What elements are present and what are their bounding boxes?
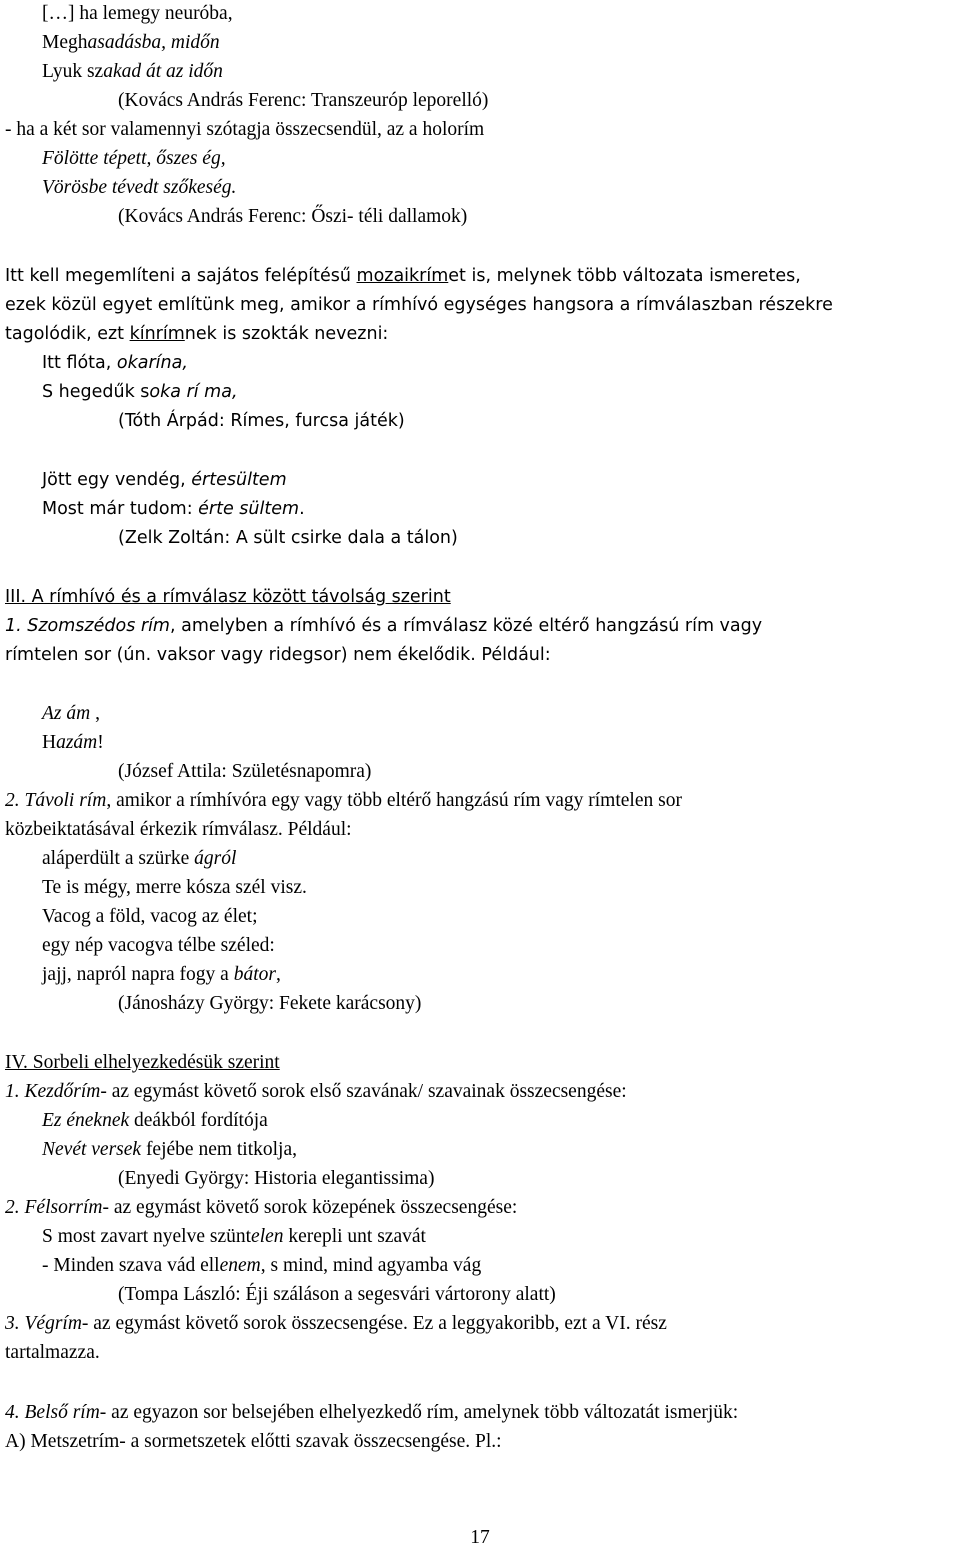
text: Lyuk sz <box>42 61 104 82</box>
poem-line <box>42 934 275 958</box>
term: kínrím <box>129 324 185 344</box>
poem-line <box>42 847 236 871</box>
text: , s mind, mind agyamba vág <box>260 1255 482 1276</box>
poem-line <box>42 60 223 84</box>
rhyme-text: értesültem <box>191 470 287 490</box>
poem-line <box>42 702 100 726</box>
text: - az egymást követő sorok első szavának/ szavainak összecsengése: <box>100 1081 627 1102</box>
body-line <box>5 1401 738 1425</box>
text: (Tompa László: Éji száláson a segesvári vártorony alatt) <box>118 1284 556 1305</box>
poem-line <box>42 876 307 900</box>
text: Vacog a föld, vacog az élet; <box>42 906 258 927</box>
term: 3. Végrím <box>5 1313 82 1334</box>
rhyme-text: azám <box>56 732 98 753</box>
body-line <box>5 118 484 142</box>
body-line <box>5 789 682 813</box>
text: S hegedűk s <box>42 382 150 402</box>
text: ezek közül egyet említünk meg, amikor a rímhívó egységes hangsora a rímválaszban részekre <box>5 295 833 315</box>
body-line <box>5 1341 100 1365</box>
citation <box>118 760 371 784</box>
text: - az egyazon sor belsejében elhelyezkedő rím, amelynek több változatát ismerjük: <box>99 1402 739 1423</box>
citation <box>118 526 458 550</box>
section-heading <box>5 1051 280 1075</box>
poem-line <box>42 147 226 171</box>
text: . <box>299 499 305 519</box>
body-line <box>5 643 551 667</box>
rhyme-text: ágról <box>194 848 237 869</box>
text: közbeiktatásával érkezik rímválasz. Például: <box>5 819 352 840</box>
poem-line <box>42 1254 481 1278</box>
page-number: 17 <box>470 1527 490 1548</box>
text: Itt flóta, <box>42 353 117 373</box>
text: A) Metszetrím- a sormetszetek előtti szavak összecsengése. Pl.: <box>5 1431 502 1452</box>
poem-line <box>42 380 238 404</box>
text: ! <box>97 732 104 753</box>
rhyme-text: asadásba, midőn <box>87 32 220 53</box>
rhyme-text: enem <box>219 1255 261 1276</box>
text: et is, melynek több változata ismeretes, <box>448 266 801 286</box>
text: nek is szokták nevezni: <box>184 324 389 344</box>
body-line <box>5 1430 502 1454</box>
text: IV. Sorbeli elhelyezkedésük szerint <box>5 1052 280 1073</box>
text: kerepli unt szavát <box>283 1226 426 1247</box>
section-heading <box>5 585 451 609</box>
text: Jött egy vendég, <box>42 470 192 490</box>
text: (Tóth Árpád: Rímes, furcsa játék) <box>118 411 405 431</box>
text: - az egymást követő sorok közepének összecsengése: <box>102 1197 518 1218</box>
text: - az egymást követő sorok összecsengése. Ez a leggyakoribb, ezt a VI. rész <box>81 1313 667 1334</box>
rhyme-text: Ez éneknek <box>42 1110 130 1131</box>
body-line <box>5 1080 627 1104</box>
citation <box>118 205 467 229</box>
text: rímtelen sor (ún. vaksor vagy ridegsor) nem ékelődik. Például: <box>5 645 551 665</box>
poem-line <box>42 1225 426 1249</box>
rhyme-text: érte sültem <box>198 499 300 519</box>
rhyme-text: oka rí ma, <box>149 382 238 402</box>
text: (Jánosházy György: Fekete karácsony) <box>118 993 422 1014</box>
text: III. A rímhívó és a rímválasz között távolság szerint <box>5 587 451 607</box>
text: jajj, napról napra fogy a <box>42 964 234 985</box>
citation <box>118 1167 434 1191</box>
text: Te is mégy, merre kósza szél visz. <box>42 877 307 898</box>
poem-line <box>42 1109 268 1133</box>
poem-line <box>42 351 188 375</box>
body-line <box>5 614 762 638</box>
term: 4. Belső rím <box>5 1402 100 1423</box>
poem-line <box>42 963 281 987</box>
body-line <box>5 322 388 346</box>
term: 2. Távoli rím <box>5 790 107 811</box>
term: mozaikrím <box>356 266 449 286</box>
text: H <box>42 732 57 753</box>
text: , <box>275 964 281 985</box>
poem-line <box>42 731 104 755</box>
text: aláperdült a szürke <box>42 848 195 869</box>
poem-line <box>42 905 257 929</box>
text: Vörösbe tévedt szőkeség. <box>42 177 237 198</box>
text: Megh <box>42 32 88 53</box>
text: deákból fordítója <box>129 1110 268 1131</box>
rhyme-text: Az ám <box>42 703 91 724</box>
text: (Enyedi György: Historia elegantissima) <box>118 1168 435 1189</box>
text: - Minden szava vád ell <box>42 1255 220 1276</box>
term: 1. Kezdőrím <box>5 1081 101 1102</box>
poem-line <box>42 31 220 55</box>
text: fejébe nem titkolja, <box>141 1139 298 1160</box>
citation <box>118 992 421 1016</box>
text: Itt kell megemlíteni a sajátos felépítésű <box>5 266 357 286</box>
poem-line <box>42 497 305 521</box>
text: S most zavart nyelve szünt <box>42 1226 252 1247</box>
text: (Kovács András Ferenc: Transzeuróp leporelló) <box>118 90 489 111</box>
text: Most már tudom: <box>42 499 199 519</box>
poem-line <box>42 468 287 492</box>
text: - ha a két sor valamennyi szótagja összecsendül, az a holorím <box>5 119 485 140</box>
text: , amelyben a rímhívó és a rímválasz közé eltérő hangzású rím vagy <box>169 616 763 636</box>
citation <box>118 409 405 433</box>
citation <box>118 1283 556 1307</box>
body-line <box>5 1196 517 1220</box>
text: , <box>90 703 100 724</box>
text: (József Attila: Születésnapomra) <box>118 761 372 782</box>
text: […] ha lemegy neuróba, <box>42 3 233 24</box>
text: tartalmazza. <box>5 1342 100 1363</box>
body-line <box>5 293 833 317</box>
term: 1. Szomszédos rím <box>5 616 170 636</box>
poem-line <box>42 1138 297 1162</box>
poem-line <box>42 176 236 200</box>
body-line <box>5 1312 667 1336</box>
text: Fölötte tépett, őszes ég, <box>42 148 226 169</box>
term: 2. Félsorrím <box>5 1197 103 1218</box>
rhyme-text: elen <box>251 1226 284 1247</box>
rhyme-text: akad át az időn <box>103 61 223 82</box>
body-line <box>5 818 352 842</box>
body-line <box>5 264 801 288</box>
text: tagolódik, ezt <box>5 324 130 344</box>
text: (Kovács András Ferenc: Őszi- téli dallamok) <box>118 206 468 227</box>
rhyme-text: Nevét versek <box>42 1139 142 1160</box>
rhyme-text: bátor <box>233 964 276 985</box>
poem-line <box>42 2 233 26</box>
citation <box>118 89 488 113</box>
text: , amikor a rímhívóra egy vagy több eltérő hangzású rím vagy rímtelen sor <box>106 790 682 811</box>
rhyme-text: okarína, <box>116 353 188 373</box>
text: egy nép vacogva télbe széled: <box>42 935 275 956</box>
text: (Zelk Zoltán: A sült csirke dala a tálon) <box>118 528 458 548</box>
